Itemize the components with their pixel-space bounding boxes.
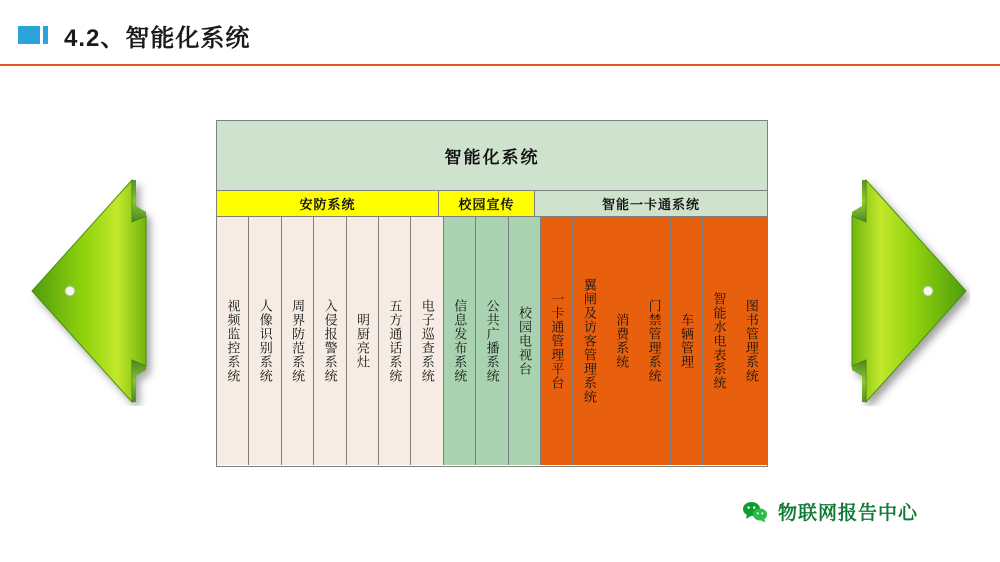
diagram-leaf-label: 视频监控系统 xyxy=(225,299,241,383)
footer-text: 物联网报告中心 xyxy=(778,503,919,524)
diagram-leaf-label: 消费系统 xyxy=(614,313,630,369)
diagram-leaf-label: 公共广播系统 xyxy=(484,299,500,383)
diagram-leaf-item xyxy=(606,217,638,465)
diagram-leaf-item xyxy=(217,217,249,465)
diagram-leaf-item xyxy=(703,217,735,465)
diagram-leaf-label: 入侵报警系统 xyxy=(322,299,338,383)
system-architecture-diagram xyxy=(216,120,768,467)
diagram-group-1 xyxy=(217,191,439,216)
diagram-group-label: 智能一卡通系统 xyxy=(601,197,700,212)
page-title: 4.2、智能化系统 xyxy=(64,25,251,52)
diagram-leaf-item xyxy=(736,217,767,465)
diagram-leaf-label: 五方通话系统 xyxy=(387,299,403,383)
diagram-group-label: 安防系统 xyxy=(299,197,356,212)
ribbon-arrow-right-icon xyxy=(820,176,970,406)
accent-block-large xyxy=(18,26,40,44)
diagram-leaf-label: 一卡通管理平台 xyxy=(549,292,565,390)
diagram-leaf-item xyxy=(671,217,703,465)
diagram-leaf-item xyxy=(379,217,411,465)
diagram-leaf-item xyxy=(347,217,379,465)
diagram-group-2 xyxy=(439,191,535,216)
header-accent-mark xyxy=(18,26,56,44)
diagram-leaf-item xyxy=(509,217,541,465)
diagram-leaf-label: 翼闸及访客管理系统 xyxy=(581,278,597,404)
wechat-icon xyxy=(742,501,768,523)
wechat-glyph-icon xyxy=(742,501,768,523)
diagram-leaf-item xyxy=(314,217,346,465)
diagram-leaf-label: 周界防范系统 xyxy=(290,299,306,383)
ribbon-arrow-left xyxy=(28,176,178,406)
diagram-leaf-label: 明厨亮灶 xyxy=(354,313,370,369)
diagram-group-row xyxy=(217,191,767,217)
diagram-leaf-item xyxy=(282,217,314,465)
diagram-leaf-label: 电子巡查系统 xyxy=(419,299,435,383)
diagram-leaf-item xyxy=(444,217,476,465)
diagram-leaf-row xyxy=(217,217,767,465)
diagram-leaf-label: 门禁管理系统 xyxy=(646,299,662,383)
header-divider xyxy=(0,64,1000,66)
diagram-leaf-label: 人像识别系统 xyxy=(257,299,273,383)
diagram-group-3 xyxy=(535,191,767,216)
diagram-leaf-item xyxy=(638,217,670,465)
diagram-leaf-label: 图书管理系统 xyxy=(743,299,759,383)
footer-badge xyxy=(742,498,918,525)
diagram-leaf-label: 信息发布系统 xyxy=(452,299,468,383)
diagram-leaf-label: 智能水电表系统 xyxy=(711,292,727,390)
diagram-title: 智能化系统 xyxy=(217,121,767,191)
diagram-leaf-item xyxy=(249,217,281,465)
diagram-leaf-item xyxy=(476,217,508,465)
diagram-leaf-label: 校园电视台 xyxy=(517,306,533,376)
diagram-leaf-label: 车辆管理 xyxy=(679,313,695,369)
diagram-leaf-item xyxy=(573,217,605,465)
ribbon-arrow-right xyxy=(820,176,970,406)
accent-block-small xyxy=(43,26,48,44)
slide-header xyxy=(0,0,1000,66)
diagram-leaf-item xyxy=(541,217,573,465)
ribbon-arrow-left-icon xyxy=(28,176,178,406)
diagram-leaf-item xyxy=(411,217,443,465)
diagram-group-label: 校园宣传 xyxy=(458,197,515,212)
